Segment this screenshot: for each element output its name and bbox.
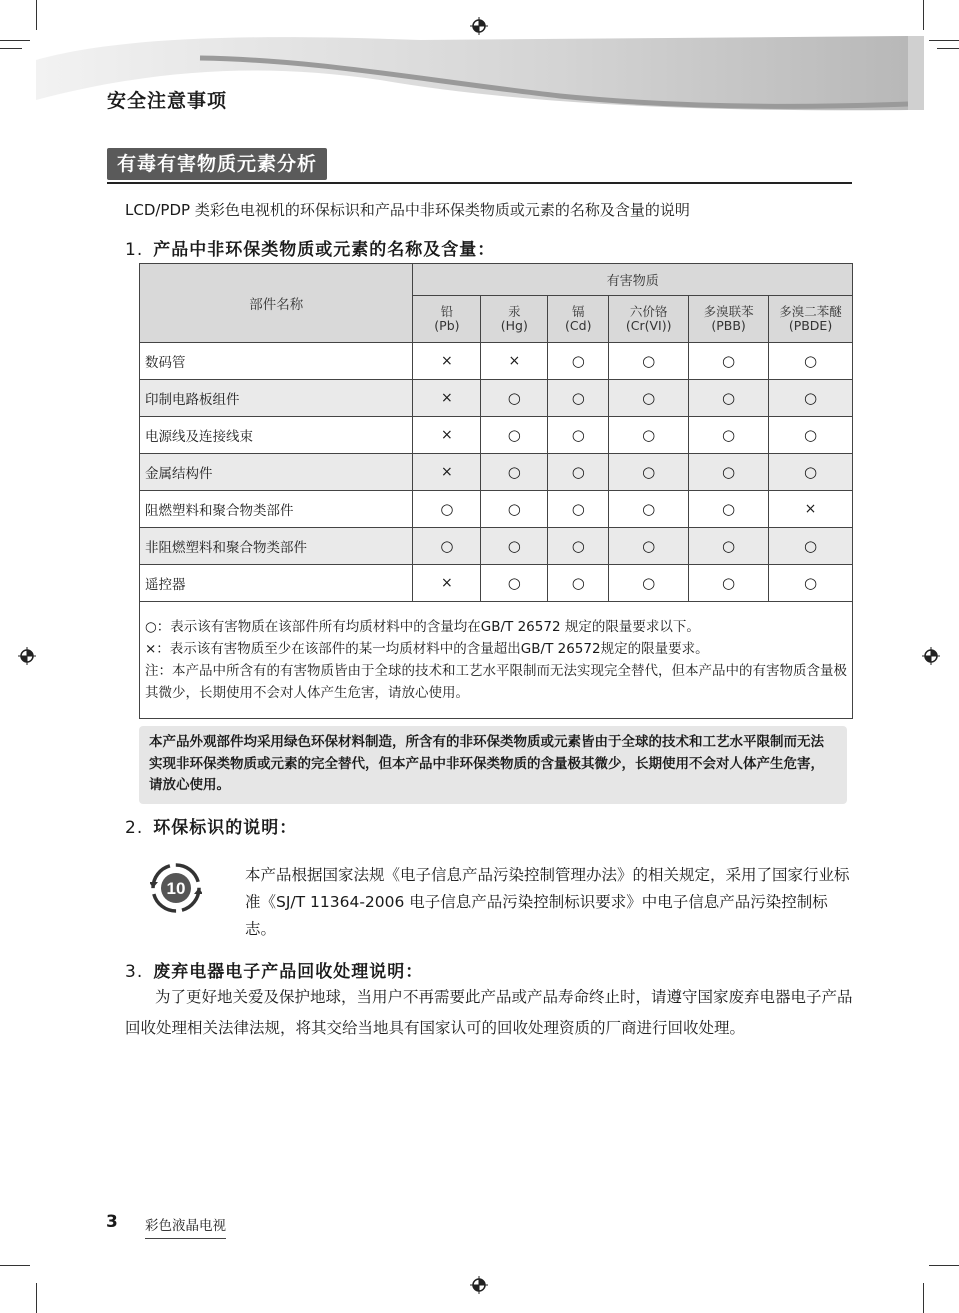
registration-mark-icon bbox=[922, 647, 940, 665]
compliant-circle-icon: ○ bbox=[722, 389, 736, 407]
table-notes bbox=[140, 602, 853, 719]
compliant-circle-icon: ○ bbox=[722, 537, 736, 555]
registration-mark-icon bbox=[18, 647, 36, 665]
substance-column-header bbox=[413, 296, 481, 343]
substance-value-cell bbox=[481, 454, 548, 491]
substance-value-cell bbox=[481, 491, 548, 528]
compliant-circle-icon: ○ bbox=[571, 426, 585, 444]
part-name-header: 部件名称 bbox=[140, 264, 413, 343]
heading-text: 废弃电器电子产品回收处理说明： bbox=[153, 962, 424, 982]
compliant-circle-icon: ○ bbox=[803, 352, 818, 370]
table-row bbox=[140, 417, 853, 454]
heading-text: 环保标识的说明： bbox=[153, 818, 298, 838]
compliant-circle-icon: ○ bbox=[440, 500, 454, 518]
substance-name: 铅 bbox=[440, 304, 454, 319]
heading-2 bbox=[125, 813, 297, 838]
exceeds-cross-icon: × bbox=[441, 427, 453, 443]
substance-column-header bbox=[689, 296, 769, 343]
substance-symbol: (Hg) bbox=[500, 318, 528, 333]
substance-value-cell bbox=[769, 343, 853, 380]
substance-value-cell bbox=[609, 454, 689, 491]
substance-value-cell bbox=[548, 380, 609, 417]
substance-value-cell bbox=[609, 380, 689, 417]
compliant-circle-icon: ○ bbox=[507, 426, 521, 444]
compliant-circle-icon: ○ bbox=[642, 574, 656, 592]
compliant-circle-icon: ○ bbox=[571, 389, 585, 407]
intro-text: LCD/PDP 类彩色电视机的环保标识和产品中非环保类物质或元素的名称及含量的说明 bbox=[125, 201, 690, 219]
registration-mark-icon bbox=[470, 1276, 488, 1294]
compliant-circle-icon: ○ bbox=[642, 389, 656, 407]
table-row bbox=[140, 528, 853, 565]
substance-value-cell bbox=[689, 565, 769, 602]
compliant-circle-icon: ○ bbox=[642, 500, 656, 518]
crop-mark bbox=[0, 1265, 30, 1266]
substance-value-cell bbox=[481, 528, 548, 565]
table-notes-row bbox=[140, 602, 853, 719]
compliant-circle-icon: ○ bbox=[722, 574, 736, 592]
crop-mark bbox=[0, 40, 30, 41]
crop-mark bbox=[36, 0, 37, 30]
substance-name: 六价铬 bbox=[629, 304, 668, 319]
table-row bbox=[140, 565, 853, 602]
substance-value-cell bbox=[689, 343, 769, 380]
substance-value-cell bbox=[689, 417, 769, 454]
compliant-circle-icon: ○ bbox=[571, 500, 585, 518]
compliant-circle-icon: ○ bbox=[571, 537, 585, 555]
table-row bbox=[140, 343, 853, 380]
exceeds-cross-icon: × bbox=[804, 501, 817, 517]
exceeds-cross-icon: × bbox=[441, 353, 453, 369]
compliant-circle-icon: ○ bbox=[642, 426, 656, 444]
substance-value-cell bbox=[609, 528, 689, 565]
substance-value-cell bbox=[689, 528, 769, 565]
substance-symbol: (PBB) bbox=[711, 318, 746, 333]
substance-value-cell bbox=[548, 343, 609, 380]
substance-symbol: (Cr(VI)) bbox=[625, 318, 672, 333]
substance-value-cell bbox=[769, 380, 853, 417]
heading-number: 1. bbox=[125, 240, 144, 260]
part-name-cell: 非阻燃塑料和聚合物类部件 bbox=[140, 528, 413, 565]
table-note-line: ×：表示该有害物质至少在该部件的某一均质材料中的含量超出GB/T 26572规定的限量要求。 bbox=[145, 641, 709, 657]
substance-value-cell bbox=[769, 565, 853, 602]
exceeds-cross-icon: × bbox=[508, 353, 521, 369]
compliant-circle-icon: ○ bbox=[722, 463, 736, 481]
substance-column-header bbox=[609, 296, 689, 343]
section-title: 有毒有害物质元素分析 bbox=[107, 148, 327, 180]
compliant-circle-icon: ○ bbox=[642, 352, 656, 370]
substance-symbol: (Cd) bbox=[565, 318, 592, 333]
recycle-text: 为了更好地关爱及保护地球，当用户不再需要此产品或产品寿命终止时，请遵守国家废弃电器电子产品回收处理相关法律法规，将其交给当地具有国家认可的回收处理资质的厂商进行回收处理。 bbox=[125, 988, 853, 1037]
substance-name: 汞 bbox=[508, 304, 521, 319]
recycle-paragraph bbox=[125, 982, 855, 1044]
substance-value-cell bbox=[609, 491, 689, 528]
substance-value-cell bbox=[413, 528, 481, 565]
substance-value-cell bbox=[689, 380, 769, 417]
heading-number: 3. bbox=[125, 962, 144, 982]
substance-value-cell bbox=[413, 380, 481, 417]
compliant-circle-icon: ○ bbox=[722, 500, 736, 518]
substance-value-cell bbox=[413, 343, 481, 380]
registration-mark-icon bbox=[470, 17, 488, 35]
exceeds-cross-icon: × bbox=[441, 464, 453, 480]
substance-value-cell bbox=[481, 380, 548, 417]
compliant-circle-icon: ○ bbox=[507, 537, 521, 555]
substance-column-header bbox=[548, 296, 609, 343]
substance-value-cell bbox=[689, 454, 769, 491]
substance-value-cell bbox=[548, 417, 609, 454]
part-name-cell: 数码管 bbox=[140, 343, 413, 380]
footer-label: 彩色液晶电视 bbox=[145, 1214, 226, 1239]
substance-value-cell bbox=[769, 417, 853, 454]
part-name-cell: 电源线及连接线束 bbox=[140, 417, 413, 454]
part-name-cell: 阻燃塑料和聚合物类部件 bbox=[140, 491, 413, 528]
substance-value-cell bbox=[609, 565, 689, 602]
compliant-circle-icon: ○ bbox=[803, 537, 818, 555]
compliant-circle-icon: ○ bbox=[642, 463, 656, 481]
substance-value-cell bbox=[689, 491, 769, 528]
compliant-circle-icon: ○ bbox=[440, 537, 454, 555]
compliant-circle-icon: ○ bbox=[803, 463, 818, 481]
heading-1 bbox=[125, 235, 495, 260]
substance-value-cell bbox=[413, 565, 481, 602]
substance-value-cell bbox=[481, 343, 548, 380]
substance-value-cell bbox=[548, 491, 609, 528]
heading-3 bbox=[125, 957, 423, 982]
substance-value-cell bbox=[548, 454, 609, 491]
substance-value-cell bbox=[609, 417, 689, 454]
environmental-protection-logo-icon bbox=[150, 862, 202, 914]
substance-name: 多溴二苯醚 bbox=[779, 304, 842, 319]
compliant-circle-icon: ○ bbox=[507, 500, 521, 518]
table-row bbox=[140, 491, 853, 528]
table-row bbox=[140, 454, 853, 491]
substance-value-cell bbox=[769, 528, 853, 565]
crop-mark bbox=[937, 48, 959, 49]
compliant-circle-icon: ○ bbox=[722, 352, 736, 370]
notice-box: 本产品外观部件均采用绿色环保材料制造，所含有的非环保类物质或元素皆由于全球的技术和工艺水平限制而无法实现非环保类物质或元素的完全替代，但本产品中非环保类物质的含量极其微少，长期使用不会对人体产生危害，请放心使用。 bbox=[139, 726, 847, 804]
crop-mark bbox=[923, 1283, 924, 1313]
compliant-circle-icon: ○ bbox=[507, 389, 521, 407]
heading-text: 产品中非环保类物质或元素的名称及含量： bbox=[153, 240, 496, 260]
crop-mark bbox=[923, 0, 924, 30]
substance-value-cell bbox=[413, 454, 481, 491]
part-name-cell: 遥控器 bbox=[140, 565, 413, 602]
page-number: 3 bbox=[106, 1212, 118, 1232]
page-header-title: 安全注意事项 bbox=[107, 90, 228, 112]
substance-column-header bbox=[481, 296, 548, 343]
part-name-cell: 印制电路板组件 bbox=[140, 380, 413, 417]
substance-value-cell bbox=[413, 491, 481, 528]
substance-value-cell bbox=[481, 565, 548, 602]
exceeds-cross-icon: × bbox=[441, 390, 453, 406]
substance-value-cell bbox=[769, 454, 853, 491]
substance-symbol: (Pb) bbox=[434, 318, 460, 333]
compliant-circle-icon: ○ bbox=[722, 426, 736, 444]
substance-value-cell bbox=[548, 528, 609, 565]
hazardous-substance-table bbox=[139, 263, 853, 719]
part-name-cell: 金属结构件 bbox=[140, 454, 413, 491]
section-divider bbox=[107, 182, 852, 184]
crop-mark bbox=[0, 48, 22, 49]
compliant-circle-icon: ○ bbox=[571, 463, 585, 481]
substance-column-header bbox=[769, 296, 853, 343]
substance-value-cell bbox=[548, 565, 609, 602]
table-note-line: ○：表示该有害物质在该部件所有均质材料中的含量均在GB/T 26572 规定的限量要求以下。 bbox=[145, 619, 700, 635]
compliant-circle-icon: ○ bbox=[803, 574, 818, 592]
env-logo-description: 本产品根据国家法规《电子信息产品污染控制管理办法》的相关规定，采用了国家行业标准《SJ/T 11364-2006 电子信息产品污染控制标识要求》中电子信息产品污染控制标志。 bbox=[245, 866, 850, 938]
substance-value-cell bbox=[413, 417, 481, 454]
crop-mark bbox=[36, 1283, 37, 1313]
heading-number: 2. bbox=[125, 818, 144, 838]
substance-symbol: (PBDE) bbox=[788, 318, 833, 333]
substance-name: 镉 bbox=[571, 304, 585, 319]
crop-mark bbox=[929, 40, 959, 41]
substance-value-cell bbox=[769, 491, 853, 528]
table-row bbox=[140, 380, 853, 417]
table-note-line: 注：本产品中所含有的有害物质皆由于全球的技术和工艺水平限制而无法实现完全替代，但本产品中的有害物质含量极其微少，长期使用不会对人体产生危害，请放心使用。 bbox=[145, 663, 847, 701]
exceeds-cross-icon: × bbox=[441, 575, 453, 591]
compliant-circle-icon: ○ bbox=[803, 389, 818, 407]
compliant-circle-icon: ○ bbox=[507, 463, 521, 481]
compliant-circle-icon: ○ bbox=[642, 537, 656, 555]
compliant-circle-icon: ○ bbox=[803, 426, 818, 444]
substance-name: 多溴联苯 bbox=[703, 304, 754, 319]
hazardous-group-header: 有害物质 bbox=[413, 264, 853, 296]
substance-value-cell bbox=[481, 417, 548, 454]
crop-mark bbox=[929, 1265, 959, 1266]
env-logo-number: 10 bbox=[166, 879, 186, 898]
substance-value-cell bbox=[609, 343, 689, 380]
compliant-circle-icon: ○ bbox=[571, 352, 585, 370]
compliant-circle-icon: ○ bbox=[571, 574, 585, 592]
compliant-circle-icon: ○ bbox=[507, 574, 521, 592]
